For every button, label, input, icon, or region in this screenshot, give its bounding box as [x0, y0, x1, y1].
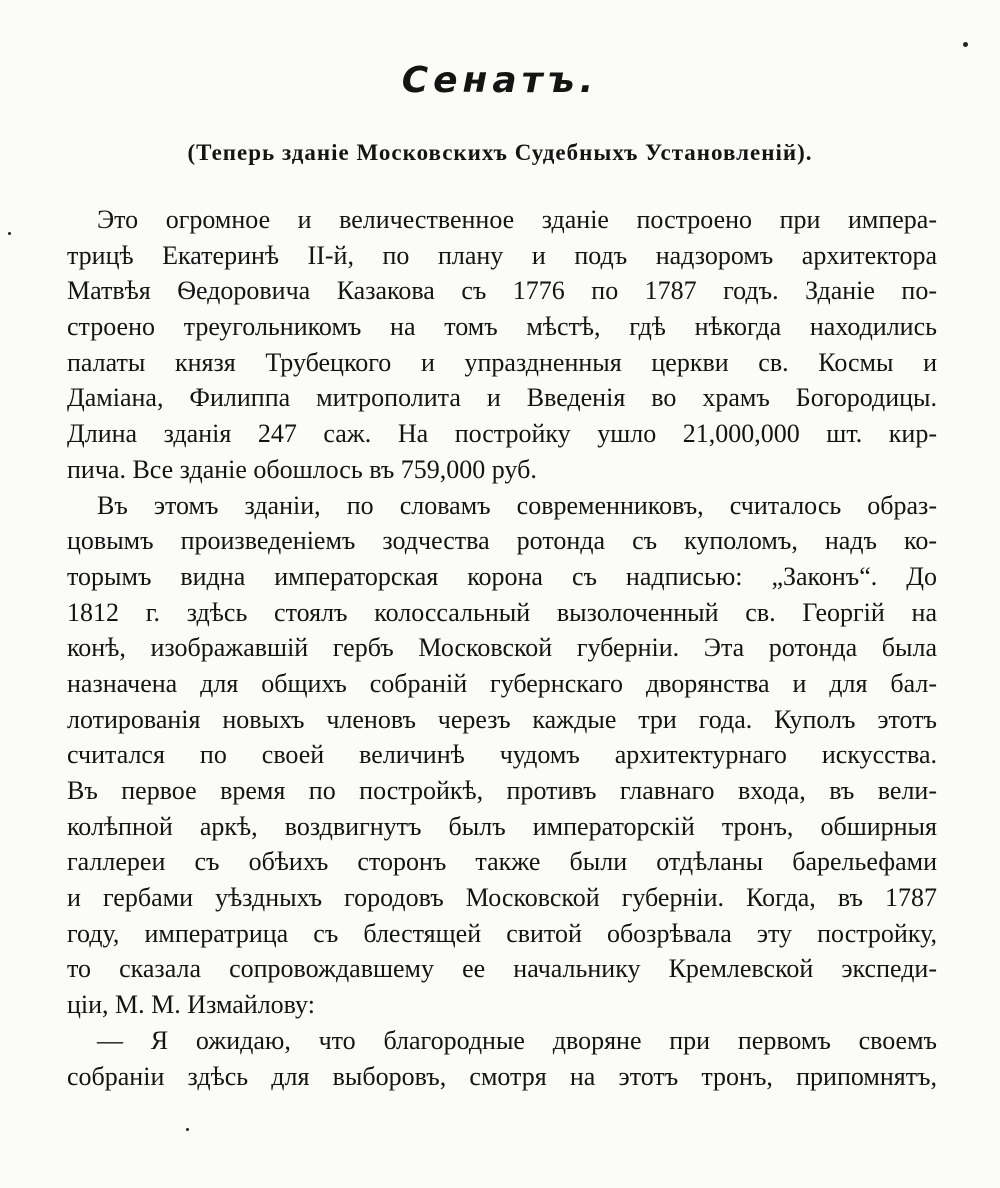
text-line: Матвѣя Ѳедоровича Казакова съ 1776 по 1787 годъ. Зданіе по- [67, 276, 937, 306]
text-line: 1812 г. здѣсь стоялъ колоссальный вызолоченный св. Георгій на [67, 597, 937, 627]
page-title: Сенатъ. [401, 60, 599, 101]
print-speck [963, 42, 968, 47]
print-speck [8, 232, 11, 235]
text-line: Въ первое время по постройкѣ, противъ главнаго входа, въ вели- [67, 776, 937, 805]
text-line: Это огромное и величественное зданіе построено при импера- [97, 205, 937, 234]
text-line: галлереи съ обѣихъ сторонъ также были отдѣланы барельефами [67, 847, 937, 877]
text-line: Даміана, Филиппа митрополита и Введенія во храмъ Богородицы. [67, 383, 937, 413]
text-line: назначена для общихъ собраній губернскаго дворянства и для бал- [67, 668, 937, 698]
text-line: строено треугольникомъ на томъ мѣстѣ, гдѣ нѣкогда находились [67, 312, 937, 342]
text-line: конѣ, изображавшій гербъ Московской губерніи. Эта ротонда была [67, 633, 937, 663]
text-line: трицѣ Екатеринѣ II-й, по плану и подъ надзоромъ архитектора [67, 240, 937, 270]
text-line: и гербами уѣздныхъ городовъ Московской губерніи. Когда, въ 1787 [67, 883, 937, 913]
text-line: торымъ видна императорская корона съ надписью: „Законъ“. До [67, 561, 937, 591]
body-text [67, 202, 937, 1094]
text-line: году, императрица съ блестящей свитой обозрѣвала эту постройку, [67, 918, 937, 948]
text-line: собраніи здѣсь для выборовъ, смотря на этотъ тронъ, припомнятъ, [67, 1061, 937, 1091]
text-line: палаты князя Трубецкого и упраздненныя церкви св. Космы и [67, 347, 937, 377]
text-line: цовымъ произведеніемъ зодчества ротонда съ куполомъ, надъ ко- [67, 526, 937, 556]
text-line: колѣпной аркѣ, воздвигнутъ былъ императорскій тронъ, обширныя [67, 811, 937, 841]
print-speck [186, 1128, 189, 1131]
text-line: то сказала сопровождавшему ее начальнику Кремлевской экспеди- [67, 954, 937, 984]
text-line: Въ этомъ зданіи, по словамъ современниковъ, считалось образ- [97, 490, 937, 520]
text-line: пича. Все зданіе обошлось въ 759,000 руб. [67, 454, 537, 484]
text-line: Длина зданія 247 саж. На постройку ушло 21,000,000 шт. кир- [67, 419, 937, 449]
text-line: ціи, М. М. Измайлову: [67, 990, 315, 1020]
text-line: лотированія новыхъ членовъ черезъ каждые три года. Куполъ этотъ [67, 704, 937, 734]
page-subtitle: (Теперь зданіе Московскихъ Судебныхъ Установленій). [187, 140, 813, 165]
text-line: — Я ожидаю, что благородные дворяне при первомъ своемъ [97, 1025, 937, 1055]
text-line: считался по своей величинѣ чудомъ архитектурнаго искусства. [67, 740, 937, 770]
